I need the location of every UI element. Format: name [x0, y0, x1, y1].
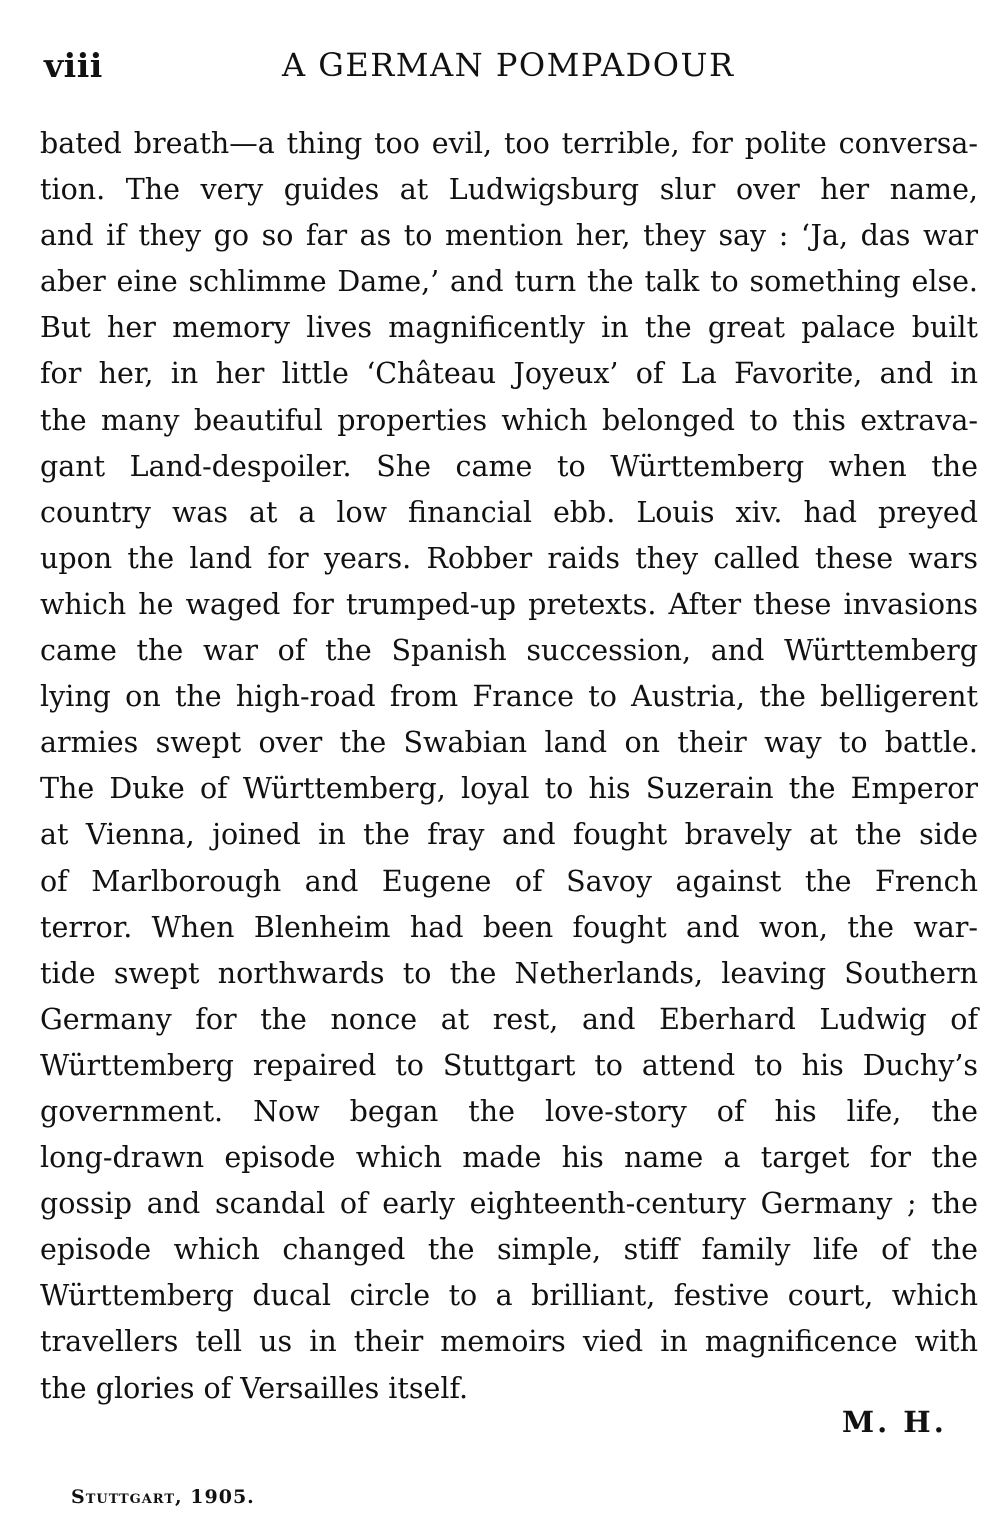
text-line: bated breath—a thing too evil, too terrible, for polite conversa- — [40, 127, 978, 160]
text-line: Germany for the nonce at rest, and Eberhard Ludwig of — [40, 1002, 978, 1036]
text-line: long-drawn episode which made his name a target for the — [40, 1141, 978, 1175]
text-line: at Vienna, joined in the fray and fought bravely at the side — [40, 818, 978, 852]
text-line: government. Now began the love-story of his life, the — [40, 1094, 978, 1128]
text-line: Württemberg repaired to Stuttgart to attend to his Duchy’s — [40, 1048, 978, 1082]
text-line: aber eine schlimme Dame,’ and turn the talk to something else. — [40, 265, 978, 299]
text-line: of Marlborough and Eugene of Savoy against the French — [40, 864, 978, 898]
text-line: episode which changed the simple, stiff family life of the — [40, 1233, 978, 1267]
running-title: A GERMAN POMPADOUR — [282, 46, 735, 84]
text-line: lying on the high-road from France to Austria, the belligerent — [40, 680, 978, 714]
text-line: for her, in her little ‘Château Joyeux’ of La Favorite, and in — [40, 357, 978, 391]
text-line: which he waged for trumped-up pretexts. After these invasions — [40, 587, 978, 621]
text-line: upon the land for years. Robber raids they called these wars — [40, 541, 978, 575]
text-line: the glories of Versailles itself. — [40, 1371, 469, 1405]
author-initials: M. H. — [842, 1405, 947, 1439]
text-line: But her memory lives magnificently in the great palace built — [40, 311, 978, 345]
text-line: armies swept over the Swabian land on their way to battle. — [40, 726, 978, 760]
text-line: came the war of the Spanish succession, and Württemberg — [40, 634, 978, 668]
text-line: tion. The very guides at Ludwigsburg slur over her name, — [40, 173, 978, 207]
text-line: tide swept northwards to the Netherlands, leaving Southern — [40, 956, 978, 990]
text-line: travellers tell us in their memoirs vied in magnificence with — [40, 1325, 978, 1359]
text-line: terror. When Blenheim had been fought and won, the war- — [40, 910, 978, 944]
text-line: and if they go so far as to mention her, they say : ‘Ja, das war — [40, 219, 978, 253]
body-paragraph — [40, 121, 978, 1412]
place-date-line: Stuttgart, 1905. — [71, 1486, 255, 1508]
text-line: country was at a low financial ebb. Louis xiv. had preyed — [40, 495, 978, 529]
text-line: Württemberg ducal circle to a brilliant, festive court, which — [40, 1279, 978, 1313]
text-line: gossip and scandal of early eighteenth-century Germany ; the — [40, 1187, 978, 1221]
text-line: gant Land-despoiler. She came to Württemberg when the — [40, 449, 978, 483]
page-number: viii — [44, 46, 103, 85]
text-line: The Duke of Württemberg, loyal to his Suzerain the Emperor — [40, 772, 978, 806]
page-header — [44, 46, 944, 96]
text-line: the many beautiful properties which belonged to this extrava- — [40, 403, 978, 437]
